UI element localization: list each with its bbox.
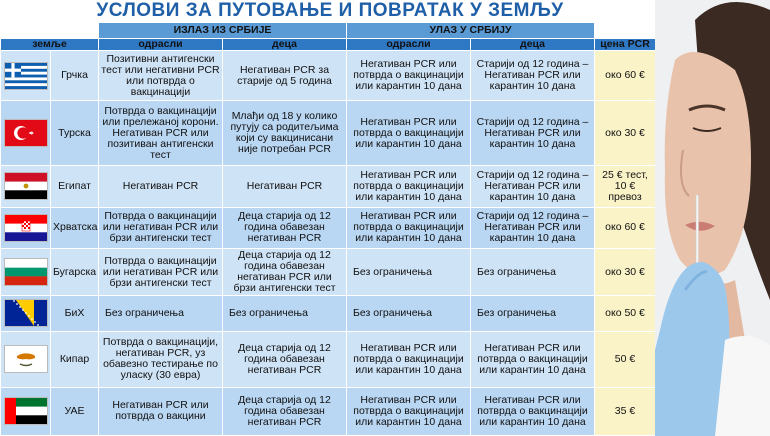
entry-children-cell: Без ограничења <box>471 249 595 296</box>
entry-children-cell: Негативан PCR или потврда о вакцинацији или карантин 10 дана <box>471 331 595 387</box>
entry-adults-cell: Без ограничења <box>347 296 471 331</box>
entry-adults-cell: Негативан PCR или потврда о вакцинацији или карантин 10 дана <box>347 51 471 101</box>
exit-adults-cell: Позитивни антигенски тест или негативни PCR или потврда о вакцинацији <box>99 51 223 101</box>
flag-cell <box>1 331 51 387</box>
entry-adults-cell: Без ограничења <box>347 249 471 296</box>
country-column-header: земље <box>1 38 99 51</box>
table-row <box>1 296 656 331</box>
entry-children-cell: Старији од 12 година – Негативан PCR или карантин 10 дана <box>471 207 595 249</box>
pcr-test-photo <box>655 0 770 436</box>
table-row <box>1 331 656 387</box>
exit-header: ИЗЛАЗ ИЗ СРБИЈЕ <box>99 23 347 39</box>
country-name: Грчка <box>51 51 99 101</box>
entry-children-cell: Старији од 12 година – Негативан PCR или карантин 10 дана <box>471 51 595 101</box>
entry-children-cell: Старији од 12 година – Негативан PCR или карантин 10 дана <box>471 165 595 207</box>
cyprus-flag <box>4 345 48 373</box>
bulgaria-flag <box>4 258 48 286</box>
flag-cell <box>1 249 51 296</box>
exit-adults-cell: Потврда о вакцинацији или негативан PCR или брзи антигенски тест <box>99 207 223 249</box>
price-cell: 25 € тест, 10 € превоз <box>595 165 656 207</box>
exit-children-cell: Деца старија од 12 година обавезан негативан PCR <box>223 207 347 249</box>
exit-children-cell: Деца старија од 12 година обавезан негативан PCR <box>223 387 347 435</box>
price-cell: 35 € <box>595 387 656 435</box>
price-cell: око 60 € <box>595 51 656 101</box>
price-cell: око 60 € <box>595 207 656 249</box>
exit-children-cell: Без ограничења <box>223 296 347 331</box>
entry-children-cell: Негативан PCR или потврда о вакцинацији или карантин 10 дана <box>471 387 595 435</box>
flag-cell <box>1 51 51 101</box>
entry-adults-cell: Негативан PCR или потврда о вакцинацији или карантин 10 дана <box>347 207 471 249</box>
country-name: Бугарска <box>51 249 99 296</box>
table-row <box>1 51 656 101</box>
entry-children-cell: Старији од 12 година – Негативан PCR или карантин 10 дана <box>471 101 595 166</box>
country-name: Египат <box>51 165 99 207</box>
country-name: УАЕ <box>51 387 99 435</box>
entry-adults-cell: Негативан PCR или потврда о вакцинацији или карантин 10 дана <box>347 331 471 387</box>
flag-cell <box>1 207 51 249</box>
exit-children-cell: Млађи од 18 у колико путују са родитељима који су вакцинисани није потребан PCR <box>223 101 347 166</box>
greece-flag <box>4 62 48 90</box>
price-column-header: цена PCR <box>595 38 656 51</box>
exit-adults-column-header: одрасли <box>99 38 223 51</box>
flag-cell <box>1 165 51 207</box>
flag-cell <box>1 387 51 435</box>
flag-cell <box>1 101 51 166</box>
entry-adults-cell: Негативан PCR или потврда о вакцинацији или карантин 10 дана <box>347 101 471 166</box>
exit-adults-cell: Негативан PCR <box>99 165 223 207</box>
table-row <box>1 101 656 166</box>
table-row <box>1 249 656 296</box>
header-blank <box>1 23 99 39</box>
exit-adults-cell: Потврда о вакцинацији, негативан PCR, уз обавезно тестирање по уласку (30 евра) <box>99 331 223 387</box>
page-title: УСЛОВИ ЗА ПУТОВАЊЕ И ПОВРАТАК У ЗЕМЉУ <box>96 0 564 21</box>
entry-children-cell: Без ограничења <box>471 296 595 331</box>
price-cell: 50 € <box>595 331 656 387</box>
price-cell: око 50 € <box>595 296 656 331</box>
table-row <box>1 207 656 249</box>
entry-adults-cell: Негативан PCR или потврда о вакцинацији или карантин 10 дана <box>347 165 471 207</box>
table-row <box>1 165 656 207</box>
exit-children-cell: Деца старија од 12 година обавезан негативан PCR или брзи антигенски тест <box>223 249 347 296</box>
country-name: Кипар <box>51 331 99 387</box>
table-row <box>1 387 656 435</box>
entry-children-column-header: деца <box>471 38 595 51</box>
exit-adults-cell: Потврда о вакцинацији или негативан PCR или брзи антигенски тест <box>99 249 223 296</box>
country-name: Хрватска <box>51 207 99 249</box>
turkey-flag <box>4 119 48 147</box>
exit-adults-cell: Без ограничења <box>99 296 223 331</box>
travel-conditions-table <box>0 22 656 436</box>
header-blank-right <box>595 23 656 39</box>
entry-adults-cell: Негативан PCR или потврда о вакцинацији или карантин 10 дана <box>347 387 471 435</box>
exit-children-cell: Негативан PCR за старије од 5 година <box>223 51 347 101</box>
entry-adults-column-header: одрасли <box>347 38 471 51</box>
exit-children-cell: Деца старија од 12 година обавезан негативан PCR <box>223 331 347 387</box>
exit-adults-cell: Потврда о вакцинацији или прележаној корони. Негативан PCR или позитиван антигенски тест <box>99 101 223 166</box>
country-name: БиХ <box>51 296 99 331</box>
entry-header: УЛАЗ У СРБИЈУ <box>347 23 595 39</box>
exit-adults-cell: Негативан PCR или потврда о вакцини <box>99 387 223 435</box>
bih-flag <box>4 299 48 327</box>
croatia-flag <box>4 214 48 242</box>
uae-flag <box>4 397 48 425</box>
exit-children-cell: Негативан PCR <box>223 165 347 207</box>
price-cell: око 30 € <box>595 249 656 296</box>
egypt-flag <box>4 172 48 200</box>
price-cell: око 30 € <box>595 101 656 166</box>
country-name: Турска <box>51 101 99 166</box>
flag-cell <box>1 296 51 331</box>
exit-children-column-header: деца <box>223 38 347 51</box>
